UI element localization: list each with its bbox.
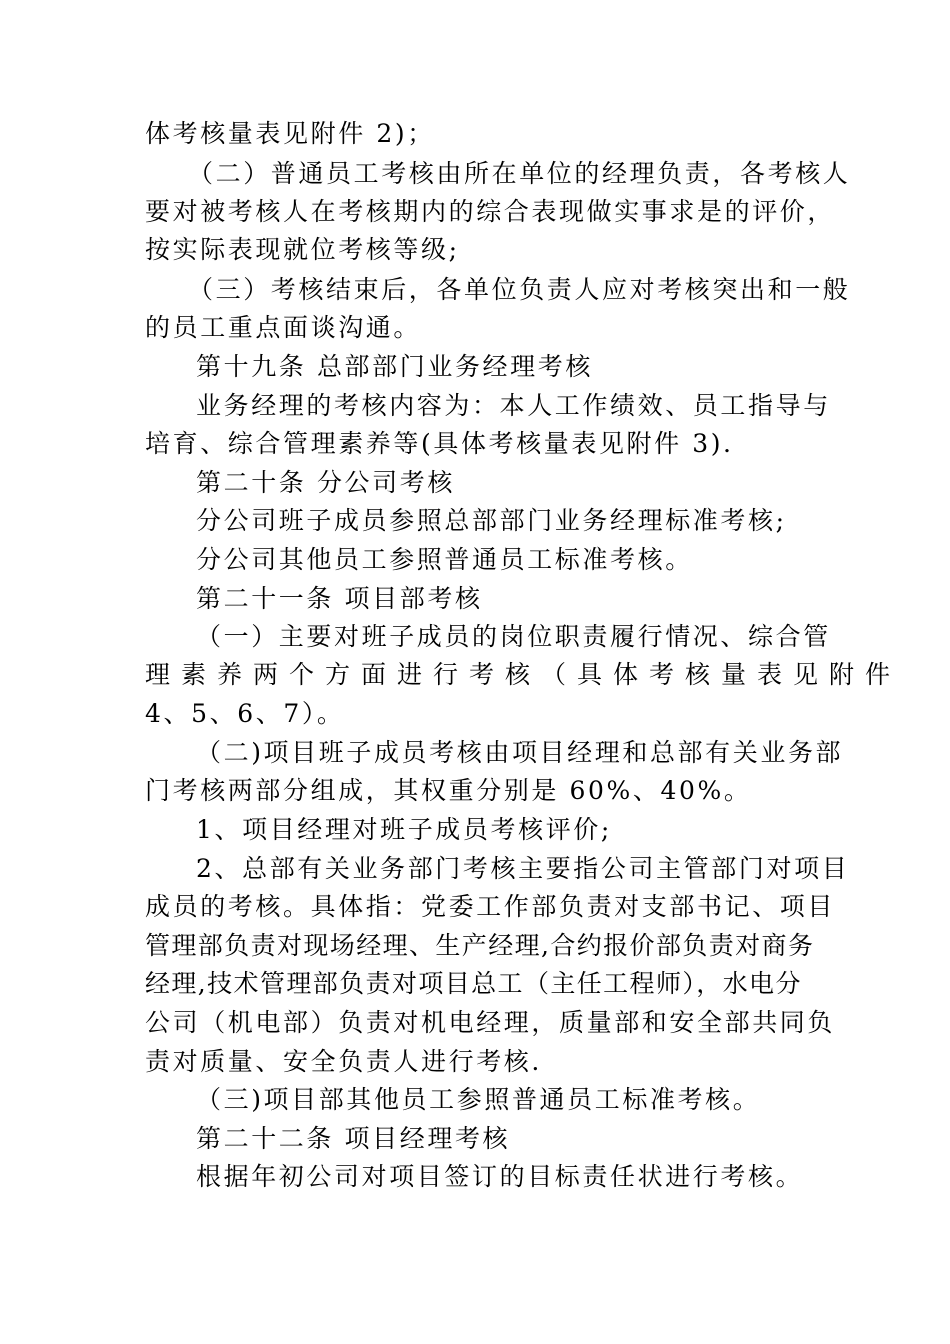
text-line: 根据年初公司对项目签订的目标责任状进行考核。 <box>196 1162 804 1191</box>
section-heading: 第十九条 总部部门业务经理考核 <box>196 352 593 381</box>
text-line: （二）普通员工考核由所在单位的经理负责，各考核人 <box>188 159 851 188</box>
text-line: 公司（机电部）负责对机电经理，质量部和安全部共同负 <box>145 1008 836 1037</box>
text-line: 要对被考核人在考核期内的综合表现做实事求是的评价， <box>145 197 836 226</box>
text-line: 4、5、6、7）。 <box>145 699 345 728</box>
text-line: 管理部负责对现场经理、生产经理,合约报价部负责对商务 <box>145 931 815 960</box>
text-line: 经理,技术管理部负责对项目总工（主任工程师），水电分 <box>145 969 802 998</box>
text-line: 分公司其他员工参照普通员工标准考核。 <box>196 545 693 574</box>
text-line: 理素养两个方面进行考核（具体考核量表见附件 <box>145 660 902 689</box>
text-line: 分公司班子成员参照总部部门业务经理标准考核; <box>196 506 787 535</box>
text-line: （三)项目部其他员工参照普通员工标准考核。 <box>196 1085 761 1114</box>
section-heading: 第二十条 分公司考核 <box>196 468 455 497</box>
section-heading: 第二十二条 项目经理考核 <box>196 1124 511 1153</box>
text-line: 1、项目经理对班子成员考核评价; <box>196 815 612 844</box>
text-line: （一）主要对班子成员的岗位职责履行情况、综合管 <box>196 622 831 651</box>
text-line: 的员工重点面谈沟通。 <box>145 313 422 342</box>
text-line: 培育、综合管理素养等(具体考核量表见附件 3)． <box>145 429 751 458</box>
text-line: 2、总部有关业务部门考核主要指公司主管部门对项目 <box>196 854 850 883</box>
text-line: 体考核量表见附件 2)； <box>145 119 435 148</box>
text-line: 成员的考核。具体指：党委工作部负责对支部书记、项目 <box>145 892 836 921</box>
text-line: 门考核两部分组成，其权重分别是 60%、40%。 <box>145 776 752 805</box>
text-line: （二)项目班子成员考核由项目经理和总部有关业务部 <box>196 738 844 767</box>
section-heading: 第二十一条 项目部考核 <box>196 584 483 613</box>
text-line: 按实际表现就位考核等级; <box>145 235 460 264</box>
text-line: （三）考核结束后，各单位负责人应对考核突出和一般 <box>188 275 851 304</box>
text-line: 责对质量、安全负责人进行考核. <box>145 1047 542 1076</box>
text-line: 业务经理的考核内容为：本人工作绩效、员工指导与 <box>196 391 831 420</box>
